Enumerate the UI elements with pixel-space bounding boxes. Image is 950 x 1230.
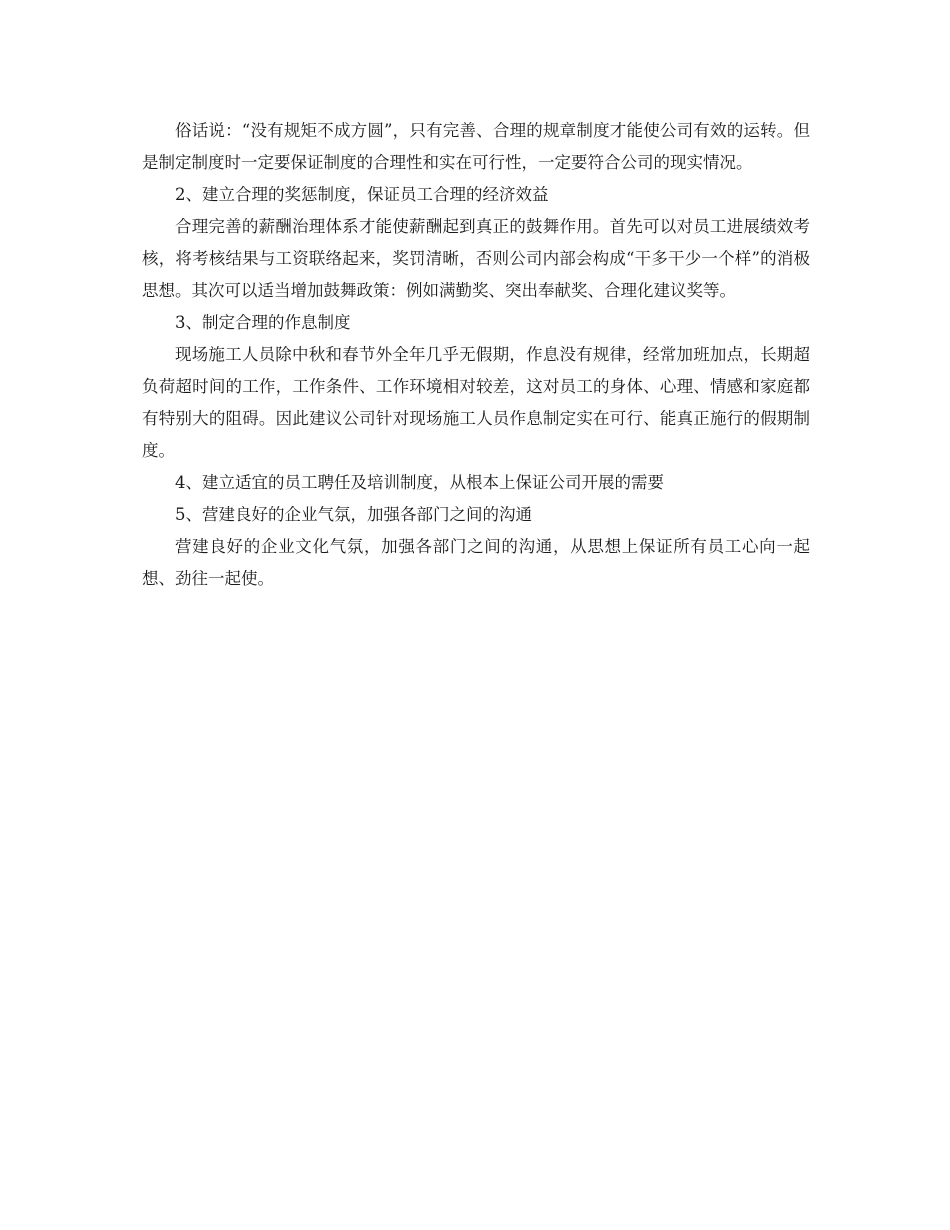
paragraph-salary-system: 合理完善的薪酬治理体系才能使薪酬起到真正的鼓舞作用。首先可以对员工进展绩效考核，将考核结果与工资联络起来，奖罚清晰，否则公司内部会构成“干多干少一个样”的消极思想。其次可以适当增加鼓舞政策：例如满勤奖、突出奉献奖、合理化建议奖等。: [142, 217, 810, 300]
heading-work-rest: 3、制定合理的作息制度: [175, 313, 351, 332]
heading-reward-punishment: 2、建立合理的奖惩制度，保证员工合理的经济效益: [175, 185, 549, 204]
paragraph-site-workers: 现场施工人员除中秋和春节外全年几乎无假期，作息没有规律，经常加班加点，长期超负荷超时间的工作，工作条件、工作环境相对较差，这对员工的身体、心理、情感和家庭都有特别大的阻碍。因此建议公司针对现场施工人员作息制定实在可行、能真正施行的假期制度。: [142, 345, 810, 460]
paragraph-culture: 营建良好的企业文化气氛，加强各部门之间的沟通，从思想上保证所有员工心向一起想、劲往一起使。: [142, 537, 810, 588]
heading-atmosphere: 5、营建良好的企业气氛，加强各部门之间的沟通: [175, 505, 532, 524]
paragraph-rules-intro: 俗话说：“没有规矩不成方圆”，只有完善、合理的规章制度才能使公司有效的运转。但是制定制度时一定要保证制度的合理性和实在可行性，一定要符合公司的现实情况。: [142, 121, 810, 172]
heading-hiring-training: 4、建立适宜的员工聘任及培训制度，从根本上保证公司开展的需要: [175, 473, 664, 492]
document-body: [142, 115, 810, 595]
